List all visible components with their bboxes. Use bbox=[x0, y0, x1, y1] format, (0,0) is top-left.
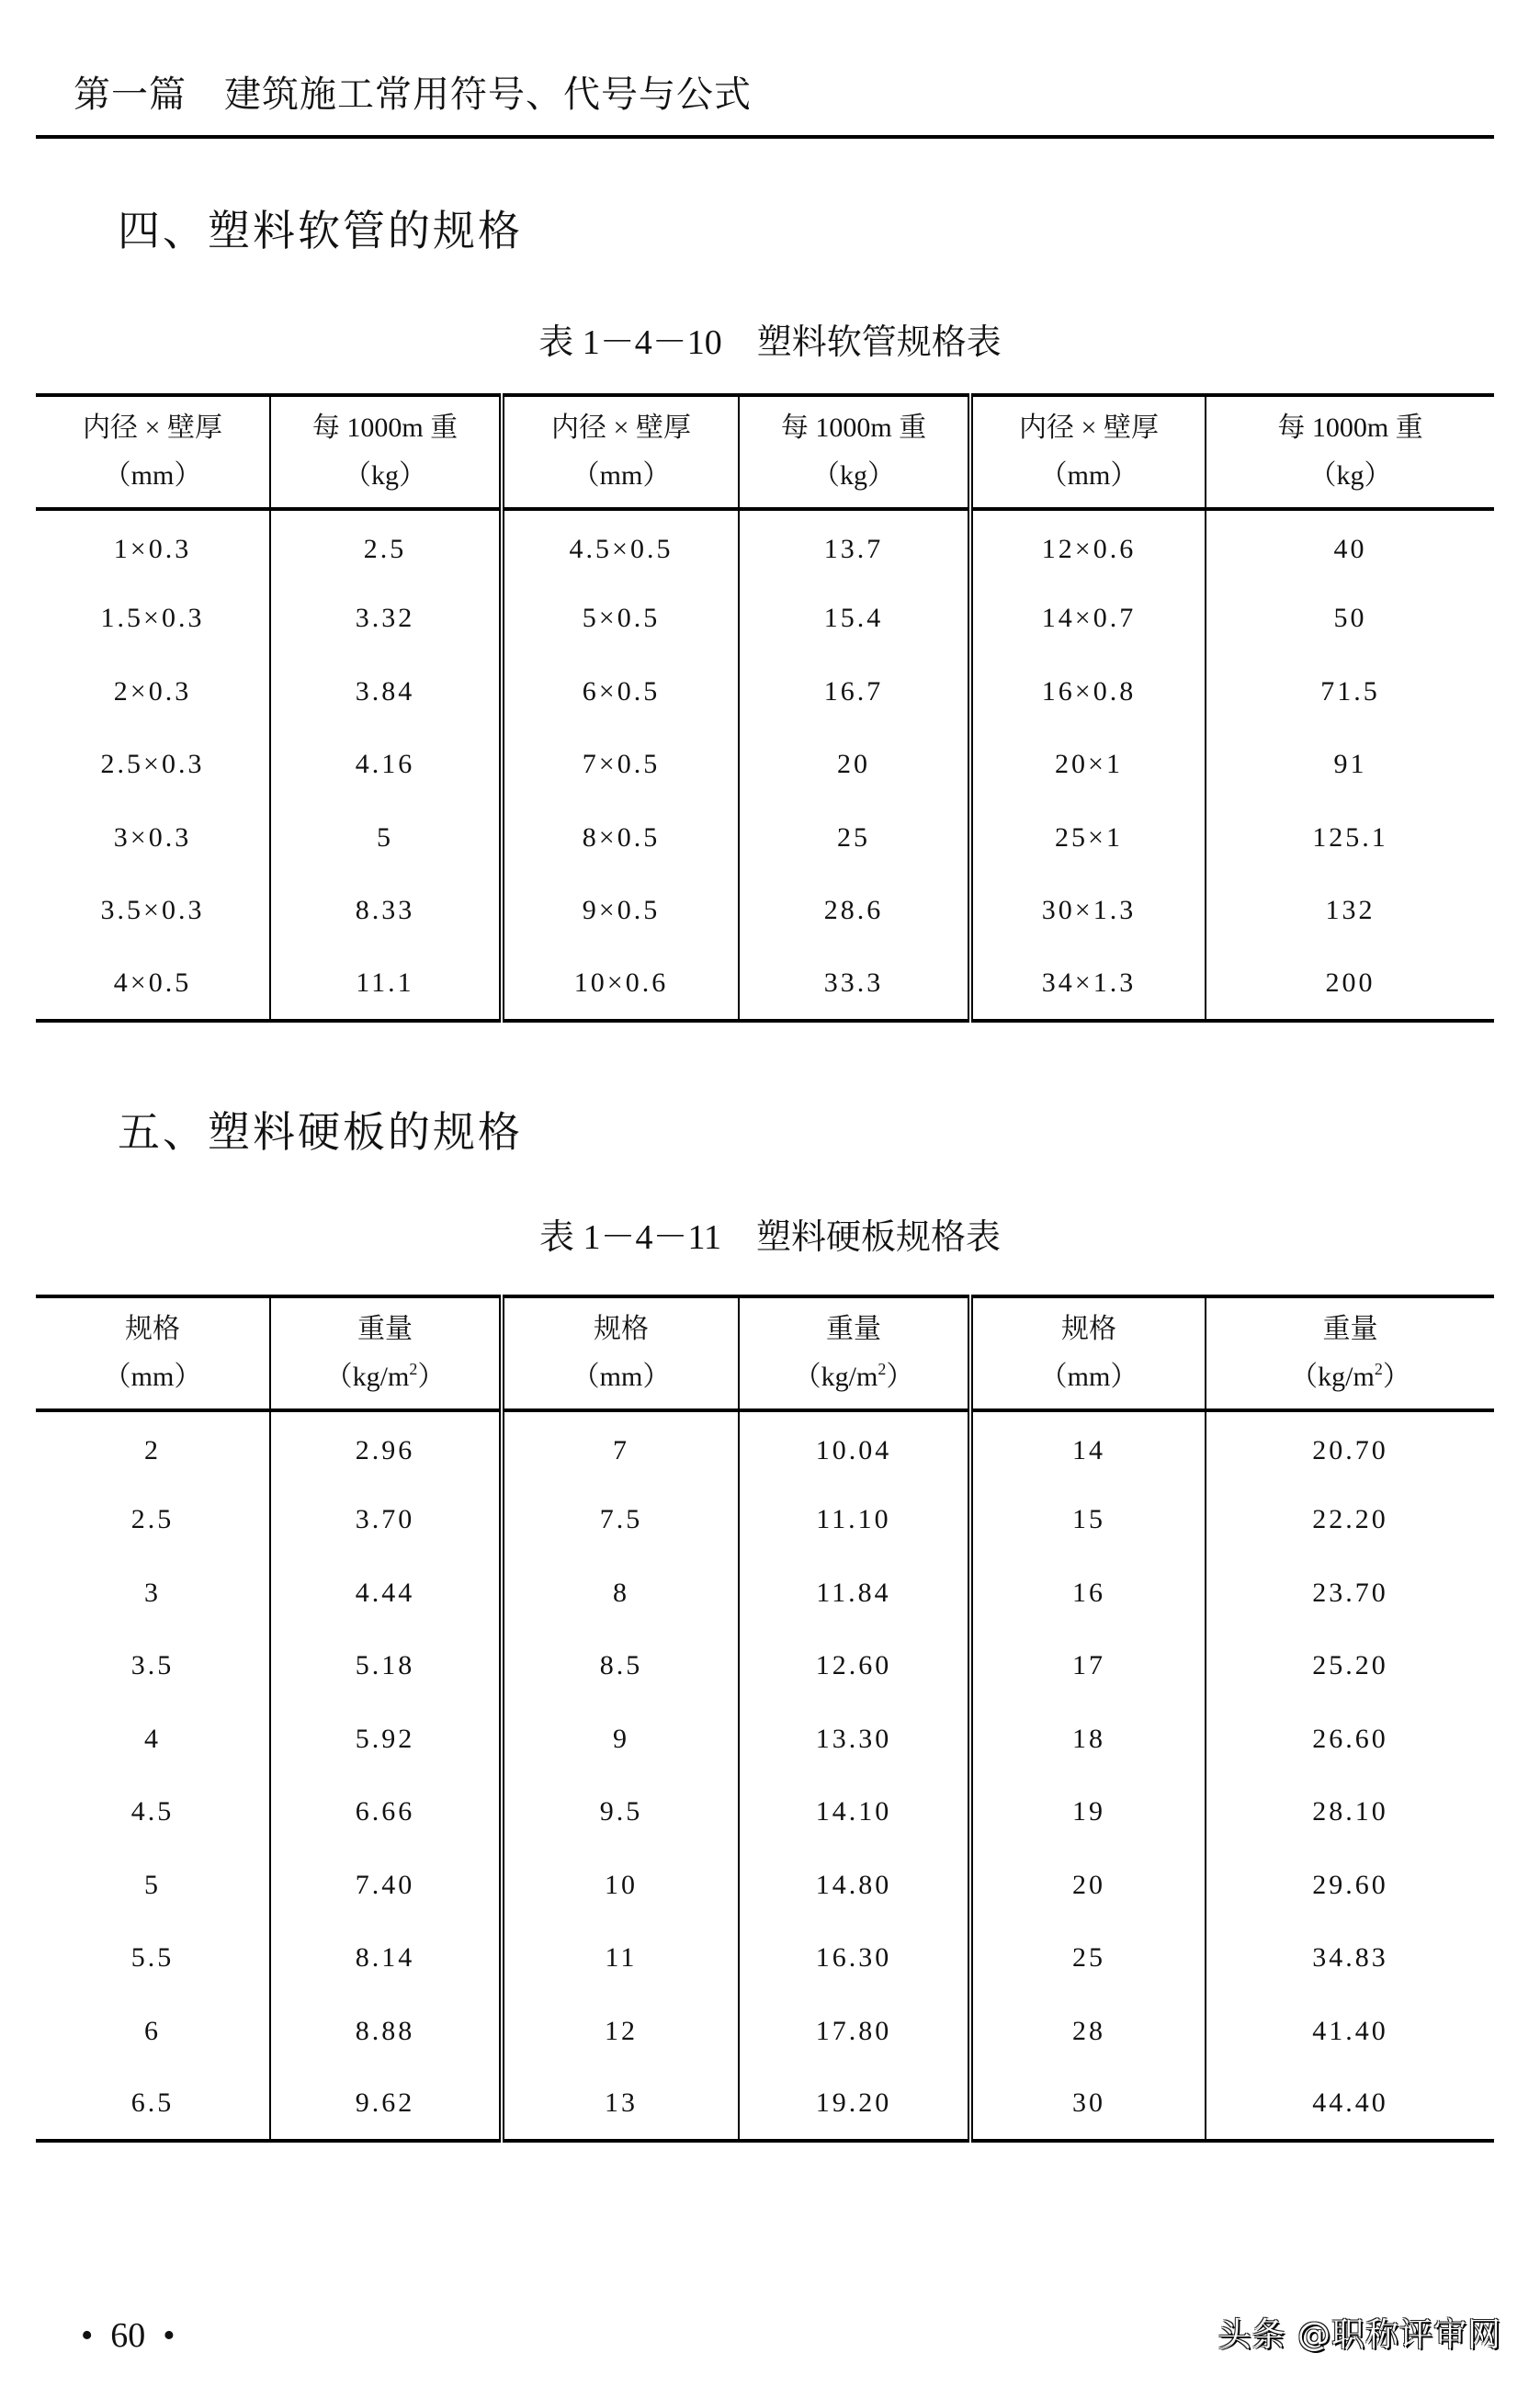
table-row bbox=[36, 1703, 1494, 1776]
table-cell: 4.16 bbox=[270, 729, 502, 802]
table-cell: 14.80 bbox=[739, 1849, 970, 1922]
header-cell: 每 1000m 重 （kg） bbox=[739, 395, 970, 509]
table-cell: 11 bbox=[502, 1922, 739, 1996]
table-cell: 14 bbox=[970, 1410, 1206, 1484]
table-cell: 11.84 bbox=[739, 1556, 970, 1630]
table-cell: 3.5×0.3 bbox=[100, 895, 205, 926]
table-cell: 16.7 bbox=[739, 655, 970, 729]
table-cell: 5.18 bbox=[270, 1630, 502, 1703]
table-row bbox=[36, 801, 1494, 875]
table-cell: 3×0.3 bbox=[113, 821, 192, 853]
watermark: 头条 @职称评审网 bbox=[1217, 2316, 1501, 2354]
table-cell: 200 bbox=[1206, 947, 1494, 1021]
running-head: 第一篇 建筑施工常用符号、代号与公式 bbox=[74, 74, 752, 115]
table-cell: 15 bbox=[970, 1484, 1206, 1557]
table-cell: 10.04 bbox=[739, 1410, 970, 1484]
table-row bbox=[36, 729, 1494, 802]
table-cell: 8×0.5 bbox=[502, 801, 739, 875]
table-cell: 18 bbox=[970, 1703, 1206, 1776]
table-cell: 2 bbox=[144, 1434, 161, 1465]
table-cell: 13 bbox=[502, 2068, 739, 2142]
table-cell: 16.30 bbox=[739, 1922, 970, 1996]
table-cell: 9 bbox=[502, 1703, 739, 1776]
table-cell: 16 bbox=[970, 1556, 1206, 1630]
table-cell: 25 bbox=[739, 801, 970, 875]
table-cell: 7 bbox=[502, 1410, 739, 1484]
table-cell: 4.5×0.5 bbox=[502, 509, 739, 583]
table-cell: 20 bbox=[970, 1849, 1206, 1922]
table-header-row bbox=[36, 1296, 1494, 1410]
table-row bbox=[36, 1410, 1494, 1484]
table-cell: 7.40 bbox=[270, 1849, 502, 1922]
table-cell: 2.5 bbox=[270, 509, 502, 583]
table-row bbox=[36, 947, 1494, 1021]
table-cell: 4×0.5 bbox=[113, 967, 192, 998]
table-cell: 4 bbox=[144, 1723, 161, 1754]
table-cell: 28.6 bbox=[739, 875, 970, 948]
table-cell: 6.66 bbox=[270, 1776, 502, 1850]
table-cell: 3.5 bbox=[130, 1650, 175, 1681]
table-cell: 19 bbox=[970, 1776, 1206, 1850]
header-cell: 规格 （mm） bbox=[970, 1296, 1206, 1410]
table-cell: 2.5 bbox=[130, 1504, 175, 1535]
table-cell: 11.10 bbox=[739, 1484, 970, 1557]
section-title-sheet: 五、塑料硬板的规格 bbox=[118, 1109, 523, 1156]
table-cell: 10×0.6 bbox=[502, 947, 739, 1021]
table-cell: 50 bbox=[1206, 583, 1494, 656]
header-cell: 重量 $(kg/m^2)$ bbox=[739, 1296, 970, 1410]
page-number: • 60 • bbox=[81, 2316, 176, 2355]
table-cell: 10 bbox=[502, 1849, 739, 1922]
table-cell: 13.30 bbox=[739, 1703, 970, 1776]
table-row bbox=[36, 1776, 1494, 1850]
table-cell: 19.20 bbox=[739, 2068, 970, 2142]
table-cell: 5 bbox=[270, 801, 502, 875]
table-cell: 71.5 bbox=[1206, 655, 1494, 729]
table-cell: 9.62 bbox=[270, 2068, 502, 2142]
table-cell: 12×0.6 bbox=[970, 509, 1206, 583]
table-cell: 14×0.7 bbox=[970, 583, 1206, 656]
table-cell: 5.5 bbox=[130, 1942, 175, 1974]
table-cell: 25 bbox=[970, 1922, 1206, 1996]
table-row bbox=[36, 1849, 1494, 1922]
table-cell: 2.5×0.3 bbox=[100, 749, 205, 780]
table-cell: 25×1 bbox=[970, 801, 1206, 875]
table-cell: 30×1.3 bbox=[970, 875, 1206, 948]
table-cell: 11.1 bbox=[270, 947, 502, 1021]
table-cell: 6 bbox=[144, 2015, 161, 2046]
table-cell: 16×0.8 bbox=[970, 655, 1206, 729]
hose-spec-table bbox=[36, 393, 1494, 1023]
table-cell: 3 bbox=[144, 1577, 161, 1608]
header-cell: 重量 $(kg/m^2)$ bbox=[1206, 1296, 1494, 1410]
table-cell: 5×0.5 bbox=[502, 583, 739, 656]
table-cell: 5.92 bbox=[270, 1703, 502, 1776]
header-cell: 内径 × 壁厚 （mm） bbox=[36, 395, 270, 509]
table-cell: 125.1 bbox=[1206, 801, 1494, 875]
table-cell: 28 bbox=[970, 1995, 1206, 2068]
table-row bbox=[36, 1922, 1494, 1996]
table-cell: 2×0.3 bbox=[113, 675, 192, 707]
table-cell: 14.10 bbox=[739, 1776, 970, 1850]
table-cell: 132 bbox=[1206, 875, 1494, 948]
table-cell: 8.33 bbox=[270, 875, 502, 948]
table-row bbox=[36, 875, 1494, 948]
table-cell: 6.5 bbox=[130, 2087, 175, 2119]
table-cell: 13.7 bbox=[739, 509, 970, 583]
table-cell: 20.70 bbox=[1206, 1410, 1494, 1484]
table-cell: 2.96 bbox=[270, 1410, 502, 1484]
table-row bbox=[36, 1995, 1494, 2068]
table-cell: 33.3 bbox=[739, 947, 970, 1021]
table-cell: 40 bbox=[1206, 509, 1494, 583]
table-cell: 3.70 bbox=[270, 1484, 502, 1557]
table-cell: 30 bbox=[970, 2068, 1206, 2142]
table-row bbox=[36, 509, 1494, 583]
table-row bbox=[36, 1484, 1494, 1557]
table-cell: 29.60 bbox=[1206, 1849, 1494, 1922]
hose-table-body bbox=[36, 509, 1494, 1021]
header-cell: 规格 （mm） bbox=[36, 1296, 270, 1410]
table-cell: 4.5 bbox=[130, 1796, 175, 1827]
table-cell: 8.5 bbox=[502, 1630, 739, 1703]
table-cell: 5 bbox=[144, 1869, 161, 1900]
table-cell: 8 bbox=[502, 1556, 739, 1630]
table-cell: 44.40 bbox=[1206, 2068, 1494, 2142]
table-row bbox=[36, 655, 1494, 729]
header-rule bbox=[36, 135, 1494, 139]
header-cell: 内径 × 壁厚 （mm） bbox=[502, 395, 739, 509]
table-cell: 28.10 bbox=[1206, 1776, 1494, 1850]
header-cell: 内径 × 壁厚 （mm） bbox=[970, 395, 1206, 509]
table-cell: 12.60 bbox=[739, 1630, 970, 1703]
header-cell: 每 1000m 重 （kg） bbox=[270, 395, 502, 509]
table-cell: 7.5 bbox=[502, 1484, 739, 1557]
table-row bbox=[36, 1556, 1494, 1630]
table-cell: 9.5 bbox=[502, 1776, 739, 1850]
table-row bbox=[36, 1630, 1494, 1703]
table-cell: 15.4 bbox=[739, 583, 970, 656]
table-cell: 1×0.3 bbox=[113, 533, 192, 564]
table-cell: 25.20 bbox=[1206, 1630, 1494, 1703]
table-cell: 9×0.5 bbox=[502, 875, 739, 948]
table-cell: 34×1.3 bbox=[970, 947, 1206, 1021]
table-cell: 26.60 bbox=[1206, 1703, 1494, 1776]
table-cell: 7×0.5 bbox=[502, 729, 739, 802]
table-cell: 41.40 bbox=[1206, 1995, 1494, 2068]
table-cell: 4.44 bbox=[270, 1556, 502, 1630]
table-cell: 12 bbox=[502, 1995, 739, 2068]
table-cell: 91 bbox=[1206, 729, 1494, 802]
table-cell: 3.84 bbox=[270, 655, 502, 729]
table-cell: 17 bbox=[970, 1630, 1206, 1703]
table-cell: 3.32 bbox=[270, 583, 502, 656]
section-title-hose: 四、塑料软管的规格 bbox=[118, 208, 523, 255]
table-cell: 8.14 bbox=[270, 1922, 502, 1996]
table-cell: 1.5×0.3 bbox=[100, 603, 205, 634]
table-cell: 22.20 bbox=[1206, 1484, 1494, 1557]
table-cell: 34.83 bbox=[1206, 1922, 1494, 1996]
table-cell: 23.70 bbox=[1206, 1556, 1494, 1630]
table-cell: 6×0.5 bbox=[502, 655, 739, 729]
table-cell: 20 bbox=[739, 729, 970, 802]
table-cell: 8.88 bbox=[270, 1995, 502, 2068]
header-cell: 每 1000m 重 （kg） bbox=[1206, 395, 1494, 509]
header-cell: 重量 $(kg/m^2)$ bbox=[270, 1296, 502, 1410]
table-cell: 20×1 bbox=[970, 729, 1206, 802]
header-cell: 规格 （mm） bbox=[502, 1296, 739, 1410]
table-caption-sheet: 表 1－4－11 塑料硬板规格表 bbox=[538, 1218, 1002, 1257]
table-caption-hose: 表 1－4－10 塑料软管规格表 bbox=[538, 323, 1002, 362]
sheet-table-body bbox=[36, 1410, 1494, 2141]
table-cell: 17.80 bbox=[739, 1995, 970, 2068]
table-row bbox=[36, 2068, 1494, 2142]
table-row bbox=[36, 583, 1494, 656]
table-header-row bbox=[36, 395, 1494, 509]
sheet-spec-table bbox=[36, 1295, 1494, 2143]
